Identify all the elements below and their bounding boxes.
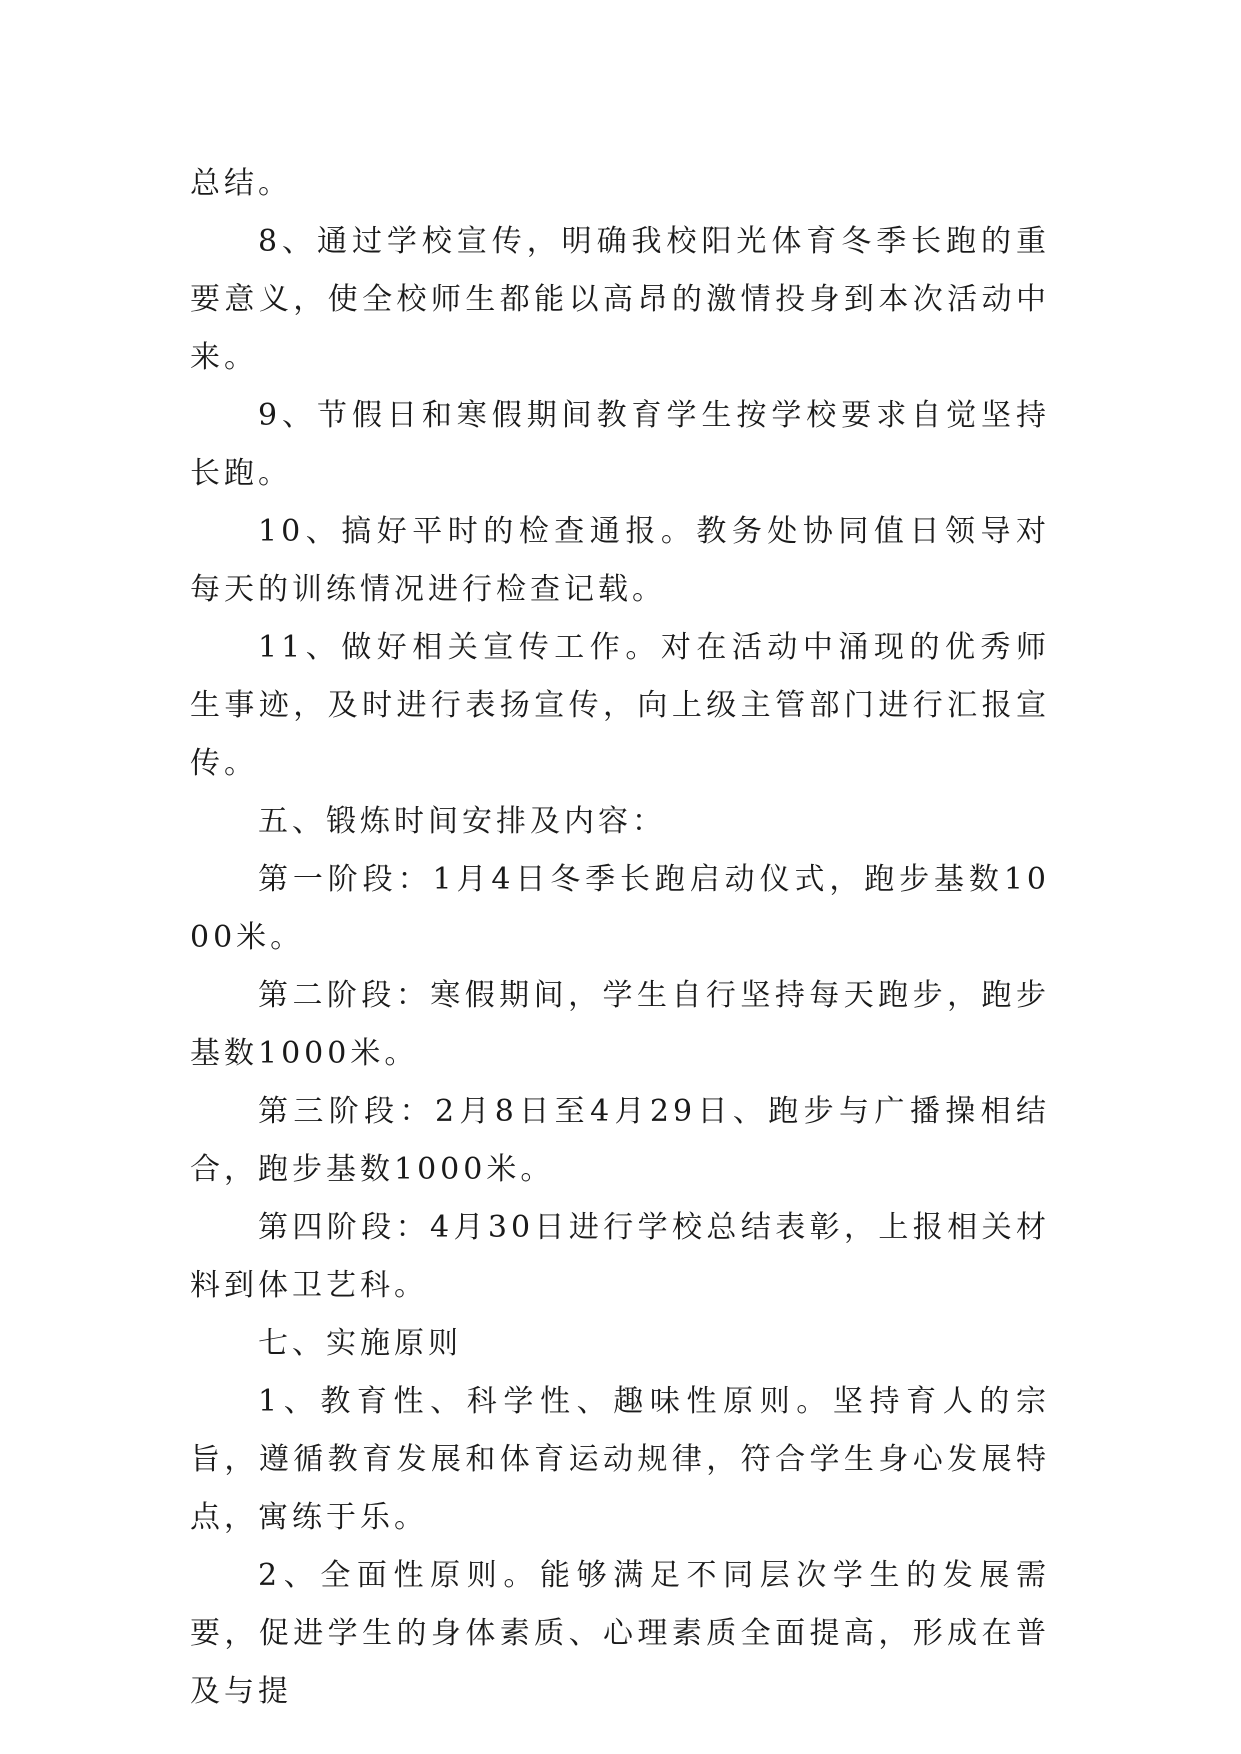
paragraph-item-9: 9、节假日和寒假期间教育学生按学校要求自觉坚持长跑。	[190, 398, 1050, 491]
paragraph-principle-2: 2、全面性原则。能够满足不同层次学生的发展需要，促进学生的身体素质、心理素质全面提高，形成在普及与提	[190, 1558, 1050, 1709]
paragraph-item-10: 10、搞好平时的检查通报。教务处协同值日领导对每天的训练情况进行检查记载。	[190, 514, 1050, 607]
paragraph-stage-3: 第三阶段：2月8日至4月29日、跑步与广播操相结合，跑步基数1000米。	[190, 1094, 1050, 1187]
paragraph-continuation: 总结。	[190, 166, 292, 201]
document-body	[190, 155, 1050, 1721]
paragraph-item-8: 8、通过学校宣传，明确我校阳光体育冬季长跑的重要意义，使全校师生都能以高昂的激情投身到本次活动中来。	[190, 224, 1050, 375]
section-heading-schedule: 五、锻炼时间安排及内容：	[258, 804, 666, 839]
paragraph-principle-1: 1、教育性、科学性、趣味性原则。坚持育人的宗旨，遵循教育发展和体育运动规律，符合学生身心发展特点，寓练于乐。	[190, 1384, 1050, 1535]
paragraph-stage-1: 第一阶段：1月4日冬季长跑启动仪式，跑步基数1000米。	[190, 862, 1050, 955]
paragraph-stage-4: 第四阶段：4月30日进行学校总结表彰，上报相关材料到体卫艺科。	[190, 1210, 1050, 1303]
section-heading-principles: 七、实施原则	[258, 1326, 462, 1361]
paragraph-item-11: 11、做好相关宣传工作。对在活动中涌现的优秀师生事迹，及时进行表扬宣传，向上级主管部门进行汇报宣传。	[190, 630, 1050, 781]
paragraph-stage-2: 第二阶段：寒假期间，学生自行坚持每天跑步，跑步基数1000米。	[190, 978, 1050, 1071]
